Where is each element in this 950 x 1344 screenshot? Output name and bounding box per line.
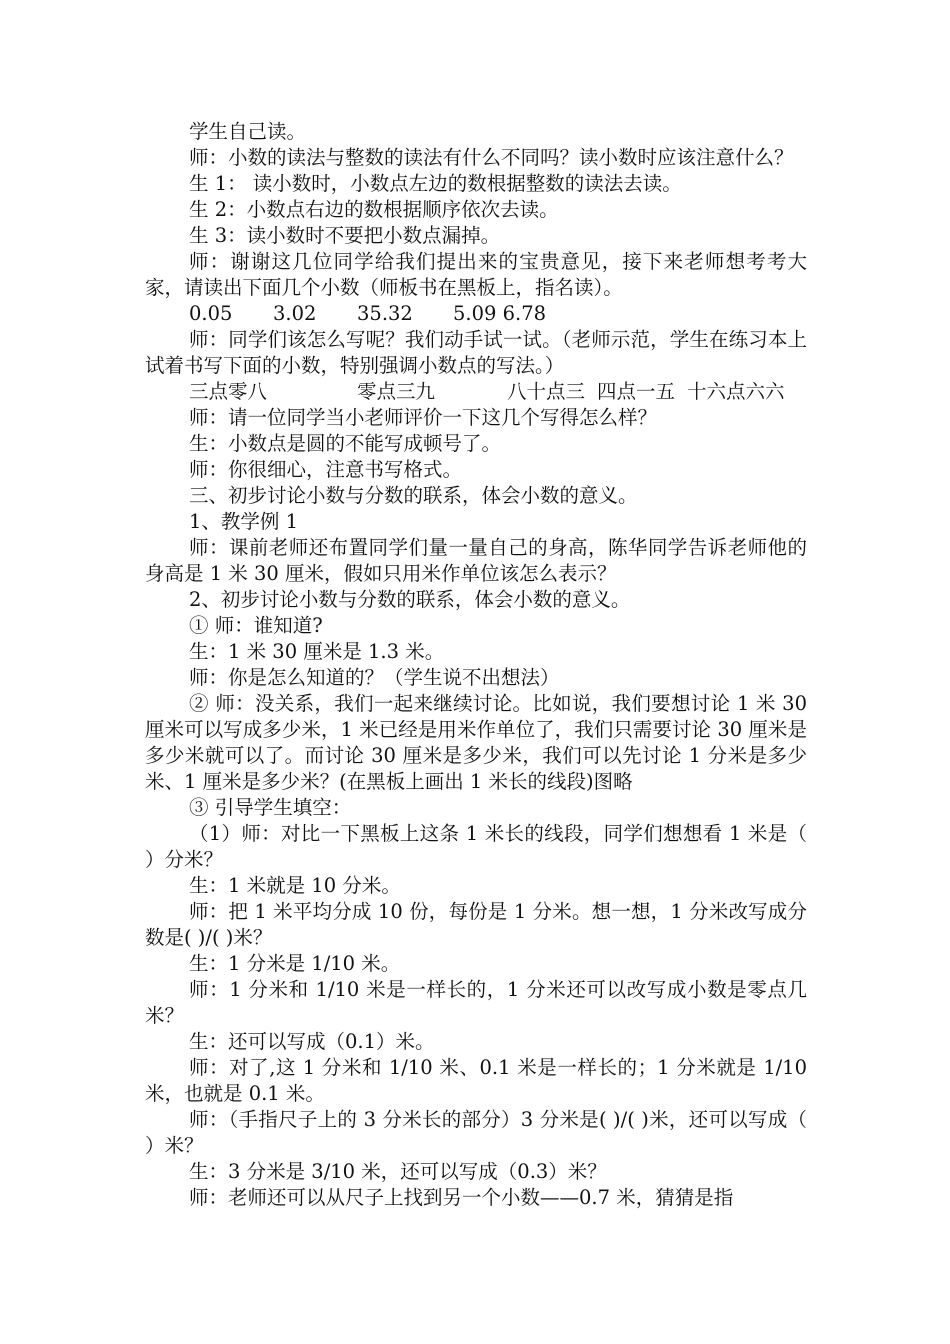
paragraph: 师：（手指尺子上的 3 分米长的部分）3 分米是( )/( )米，还可以写成（ ）米？	[145, 1108, 807, 1157]
paragraph: 学生自己读。	[189, 120, 307, 143]
decimal-item: 0.05	[189, 302, 233, 325]
paragraph: 生：还可以写成（0.1）米。	[189, 1030, 435, 1053]
paragraph: 生 3：读小数时不要把小数点漏掉。	[189, 224, 501, 247]
subsection-heading: 1、教学例 1	[189, 510, 299, 533]
paragraph: 师：谢谢这几位同学给我们提出来的宝贵意见，接下来老师想考考大家，请读出下面几个小数（师板书在黑板上，指名读）。	[145, 250, 807, 299]
chinese-number-item: 八十点三	[507, 380, 586, 403]
decimal-item: 35.32	[357, 302, 413, 325]
paragraph: 师：你很细心，注意书写格式。	[189, 458, 463, 481]
paragraph: 师：1 分米和 1/10 米是一样长的，1 分米还可以改写成小数是零点几米？	[145, 978, 807, 1027]
decimal-item: 5.09 6.78	[453, 302, 547, 325]
paragraph: 师：你是怎么知道的？（学生说不出想法）	[189, 666, 560, 689]
chinese-number-item: 零点三九	[357, 380, 436, 403]
paragraph: 生：1 米 30 厘米是 1.3 米。	[189, 640, 445, 663]
paragraph: 师：同学们该怎么写呢？我们动手试一试。（老师示范，学生在练习本上试着书写下面的小数，特别强调小数点的写法。）	[145, 328, 807, 377]
paragraph: 生：3 分米是 3/10 米，还可以写成（0.3）米？	[189, 1160, 607, 1183]
paragraph: ② 师：没关系，我们一起来继续讨论。比如说，我们要想讨论 1 米 30 厘米可以写成多少米，1 米已经是用米作单位了，我们只需要讨论 30 厘米是多少米就可以了。而讨论 30 厘米是多少米，我们可以先讨论 1 分米是多少米、1 厘米是多少米？(在黑板上画出 1 米长的线段)图略	[145, 692, 807, 793]
paragraph: 师：请一位同学当小老师评价一下这几个写得怎么样？	[189, 406, 658, 429]
paragraph: 师：对了,这 1 分米和 1/10 米、0.1 米是一样长的；1 分米就是 1/10 米，也就是 0.1 米。	[145, 1056, 807, 1105]
chinese-number-item: 三点零八	[189, 380, 268, 403]
document-page	[145, 119, 807, 1211]
paragraph: 生 2：小数点右边的数根据顺序依次去读。	[189, 198, 559, 221]
paragraph: 师：课前老师还布置同学们量一量自己的身高，陈华同学告诉老师他的身高是 1 米 30 厘米，假如只用米作单位该怎么表示？	[145, 536, 807, 585]
paragraph: ① 师：谁知道?	[189, 614, 323, 637]
paragraph: 师：把 1 米平均分成 10 份，每份是 1 分米。想一想，1 分米改写成分数是( )/( )米？	[145, 900, 807, 949]
paragraph: （1）师：对比一下黑板上这条 1 米长的线段，同学们想想看 1 米是（ ）分米？	[145, 822, 807, 871]
chinese-number-item: 十六点六六	[687, 380, 785, 403]
paragraph: 生 1： 读小数时，小数点左边的数根据整数的读法去读。	[189, 172, 682, 195]
subsection-heading: 2、初步讨论小数与分数的联系，体会小数的意义。	[189, 588, 631, 611]
paragraph: 生：1 分米是 1/10 米。	[189, 952, 401, 975]
paragraph: 师：小数的读法与整数的读法有什么不同吗？读小数时应该注意什么？	[189, 146, 794, 169]
chinese-number-item: 四点一五	[597, 380, 676, 403]
chinese-number-list	[145, 379, 807, 405]
paragraph: 生：1 米就是 10 分米。	[189, 874, 401, 897]
paragraph: ③ 引导学生填空：	[189, 796, 352, 819]
decimal-list	[145, 301, 807, 327]
paragraph: 师：老师还可以从尺子上找到另一个小数——0.7 米，猜猜是指	[189, 1186, 734, 1209]
section-heading: 三、初步讨论小数与分数的联系，体会小数的意义。	[189, 484, 638, 507]
decimal-item: 3.02	[273, 302, 317, 325]
paragraph: 生：小数点是圆的不能写成顿号了。	[189, 432, 502, 455]
